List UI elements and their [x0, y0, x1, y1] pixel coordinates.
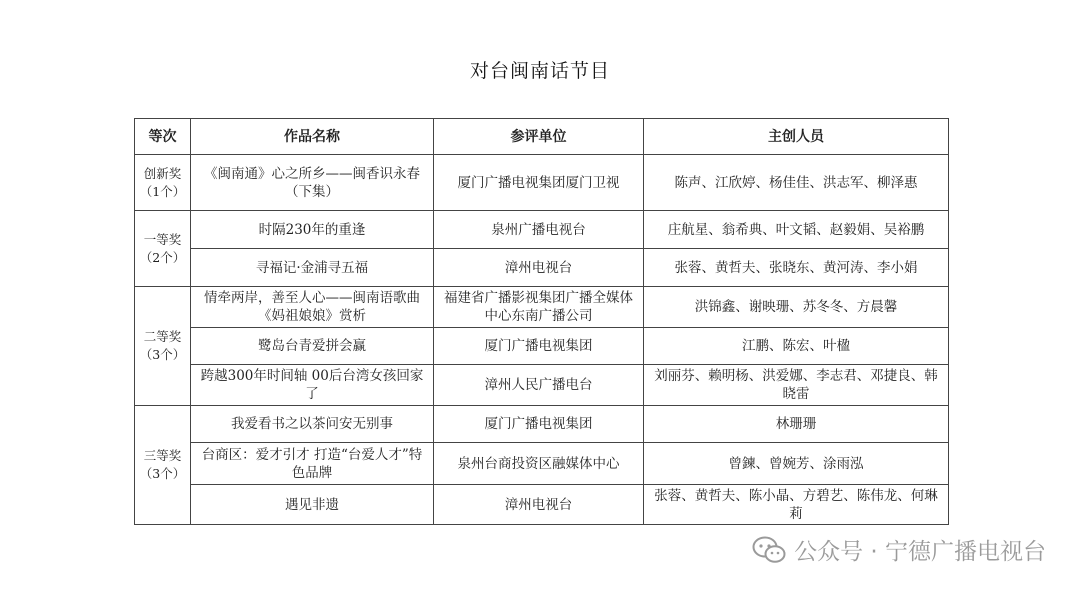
rank-label: 创新奖: [143, 165, 182, 181]
unit-cell: 泉州台商投资区融媒体中心: [434, 443, 644, 485]
unit-cell: 福建省广播影视集团广播全媒体中心东南广播公司: [434, 287, 644, 328]
people-cell: 江鹏、陈宏、叶楹: [644, 328, 949, 365]
people-cell: 洪锦鑫、谢映珊、苏冬冬、方晨馨: [644, 287, 949, 328]
unit-cell: 漳州电视台: [434, 485, 644, 525]
wechat-icon: [752, 536, 786, 564]
people-cell: 张蓉、黄哲夫、陈小晶、方碧艺、陈伟龙、何琳莉: [644, 485, 949, 525]
table-row: [135, 443, 949, 485]
table-row: [135, 328, 949, 365]
people-cell: 刘丽芬、赖明杨、洪爱娜、李志君、邓捷良、韩晓雷: [644, 365, 949, 406]
table-row: [135, 287, 949, 328]
header-rank: 等次: [135, 119, 191, 155]
rank-label: 一等奖: [143, 231, 182, 247]
page-title: 对台闽南话节目: [469, 60, 610, 82]
rank-label: 三等奖: [143, 448, 182, 463]
rank-count: （3个）: [139, 466, 186, 481]
rank-count: （1个）: [139, 183, 186, 199]
unit-cell: 漳州人民广播电台: [434, 365, 644, 406]
table-row: [135, 211, 949, 249]
rank-cell: [135, 287, 191, 406]
people-cell: 陈声、江欣婷、杨佳佳、洪志军、柳泽惠: [644, 155, 949, 211]
work-cell: 我爱看书之以茶问安无别事: [191, 406, 434, 443]
header-work: 作品名称: [191, 119, 434, 155]
people-cell: 张蓉、黄哲夫、张晓东、黄河涛、李小娟: [644, 249, 949, 287]
unit-cell: 厦门广播电视集团: [434, 328, 644, 365]
rank-count: （3个）: [139, 347, 186, 362]
awards-table: [134, 118, 949, 525]
unit-cell: 泉州广播电视台: [434, 211, 644, 249]
watermark: [752, 533, 1046, 566]
table-row: [135, 365, 949, 406]
header-people: 主创人员: [644, 119, 949, 155]
work-cell: 跨越300年时间轴 00后台湾女孩回家了: [191, 365, 434, 406]
unit-cell: 厦门广播电视集团: [434, 406, 644, 443]
rank-label: 二等奖: [143, 329, 182, 344]
people-cell: 曾鍊、曾婉芳、涂雨泓: [644, 443, 949, 485]
people-cell: 庄航星、翁希典、叶文韬、赵毅娟、吴裕鹏: [644, 211, 949, 249]
rank-cell: [135, 155, 191, 211]
table-header-row: [135, 119, 949, 155]
watermark-text: 公众号 · 宁德广播电视台: [794, 539, 1046, 565]
table-row: [135, 249, 949, 287]
work-cell: 台商区：爱才引才 打造“台爱人才”特色品牌: [191, 443, 434, 485]
rank-count: （2个）: [139, 249, 186, 265]
unit-cell: 厦门广播电视集团厦门卫视: [434, 155, 644, 211]
header-unit: 参评单位: [434, 119, 644, 155]
people-cell: 林珊珊: [644, 406, 949, 443]
rank-cell: [135, 406, 191, 525]
work-cell: 遇见非遗: [191, 485, 434, 525]
work-cell: 时隔230年的重逢: [191, 211, 434, 249]
table-row: [135, 155, 949, 211]
work-cell: 鹭岛台青爱拼会赢: [191, 328, 434, 365]
unit-cell: 漳州电视台: [434, 249, 644, 287]
table-row: [135, 406, 949, 443]
work-cell: 寻福记·金浦寻五福: [191, 249, 434, 287]
work-cell: 《闽南通》心之所乡——闽香识永春（下集）: [191, 155, 434, 211]
table-row: [135, 485, 949, 525]
work-cell: 情牵两岸，善至人心——闽南语歌曲《妈祖娘娘》赏析: [191, 287, 434, 328]
rank-cell: [135, 211, 191, 287]
